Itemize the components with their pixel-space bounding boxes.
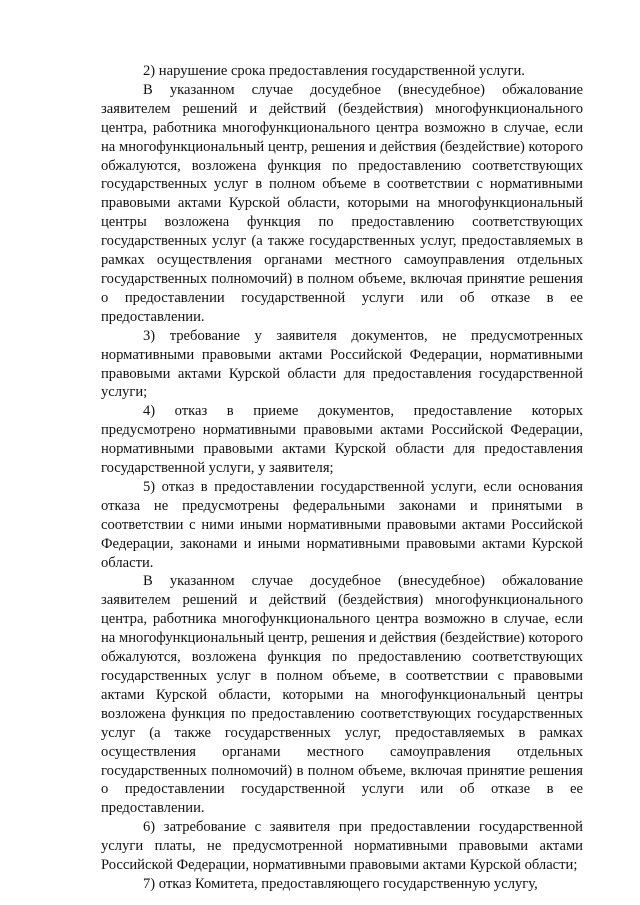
paragraph-refusal-acceptance: 4) отказ в приеме документов, предоставление которых предусмотрено нормативными правовыми актами Российской Федерации, нормативными правовыми актами Курской области для предоставления государственной услуги, у заявителя;: [101, 403, 583, 477]
paragraph-refusal-service: 5) отказ в предоставлении государственной услуги, если основания отказа не предусмотрены федеральными законами и принятыми в соответствии с ними иными нормативными правовыми актами Российской Федерации, законами и иными нормативными правовыми актами Курской области.: [101, 478, 583, 571]
paragraph-fee-demand: 6) затребование с заявителя при предоставлении государственной услуги платы, не предусмотренной нормативными правовыми актами Российской Федерации, нормативными правовыми актами Курской области;: [101, 819, 583, 874]
paragraph-committee-refusal: 7) отказ Комитета, предоставляющего государственную услугу,: [143, 875, 538, 892]
paragraph-mfc-appeal-2: В указанном случае досудебное (внесудебное) обжалование заявителем решений и действий (бездействия) многофункционального центра, работника многофункционального центра возможно в случае, если на многофункциональный центр, решения и действия (бездействие) которого обжалуются, возложена функция по предоставлению соответствующих государственных услуг в полном объеме, в соответствии с правовыми актами Курской области, которыми на многофункциональный центры возложена функция по предоставлению соответствующих государственных услуг (а также государственных услуг, предоставляемых в рамках осуществления органами местного самоуправления отдельных государственных полномочий) в полном объеме, включая принятие решения о предоставлении государственной услуги или об отказе в ее предоставлении.: [101, 573, 583, 817]
document-body: [101, 62, 583, 894]
paragraph-document-requirement: 3) требование у заявителя документов, не предусмотренных нормативными правовыми актами Российской Федерации, нормативными правовыми актами Курской области для предоставления государственной услуги;: [101, 327, 583, 401]
paragraph-mfc-appeal-1: В указанном случае досудебное (внесудебное) обжалование заявителем решений и действий (бездействия) многофункционального центра, работника многофункционального центра возможно в случае, если на многофункциональный центр, решения и действия (бездействие) которого обжалуются, возложена функция по предоставлению соответствующих государственных услуг в полном объеме в соответствии с нормативными правовыми актами Курской области, которыми на многофункциональный центры возложена функция по предоставлению соответствующих государственных услуг (а также государственных услуг, предоставляемых в рамках осуществления органами местного самоуправления отдельных государственных полномочий) в полном объеме, включая принятие решения о предоставлении государственной услуги или об отказе в ее предоставлении.: [101, 81, 583, 325]
paragraph-violation-deadline: 2) нарушение срока предоставления государственной услуги.: [143, 63, 525, 79]
